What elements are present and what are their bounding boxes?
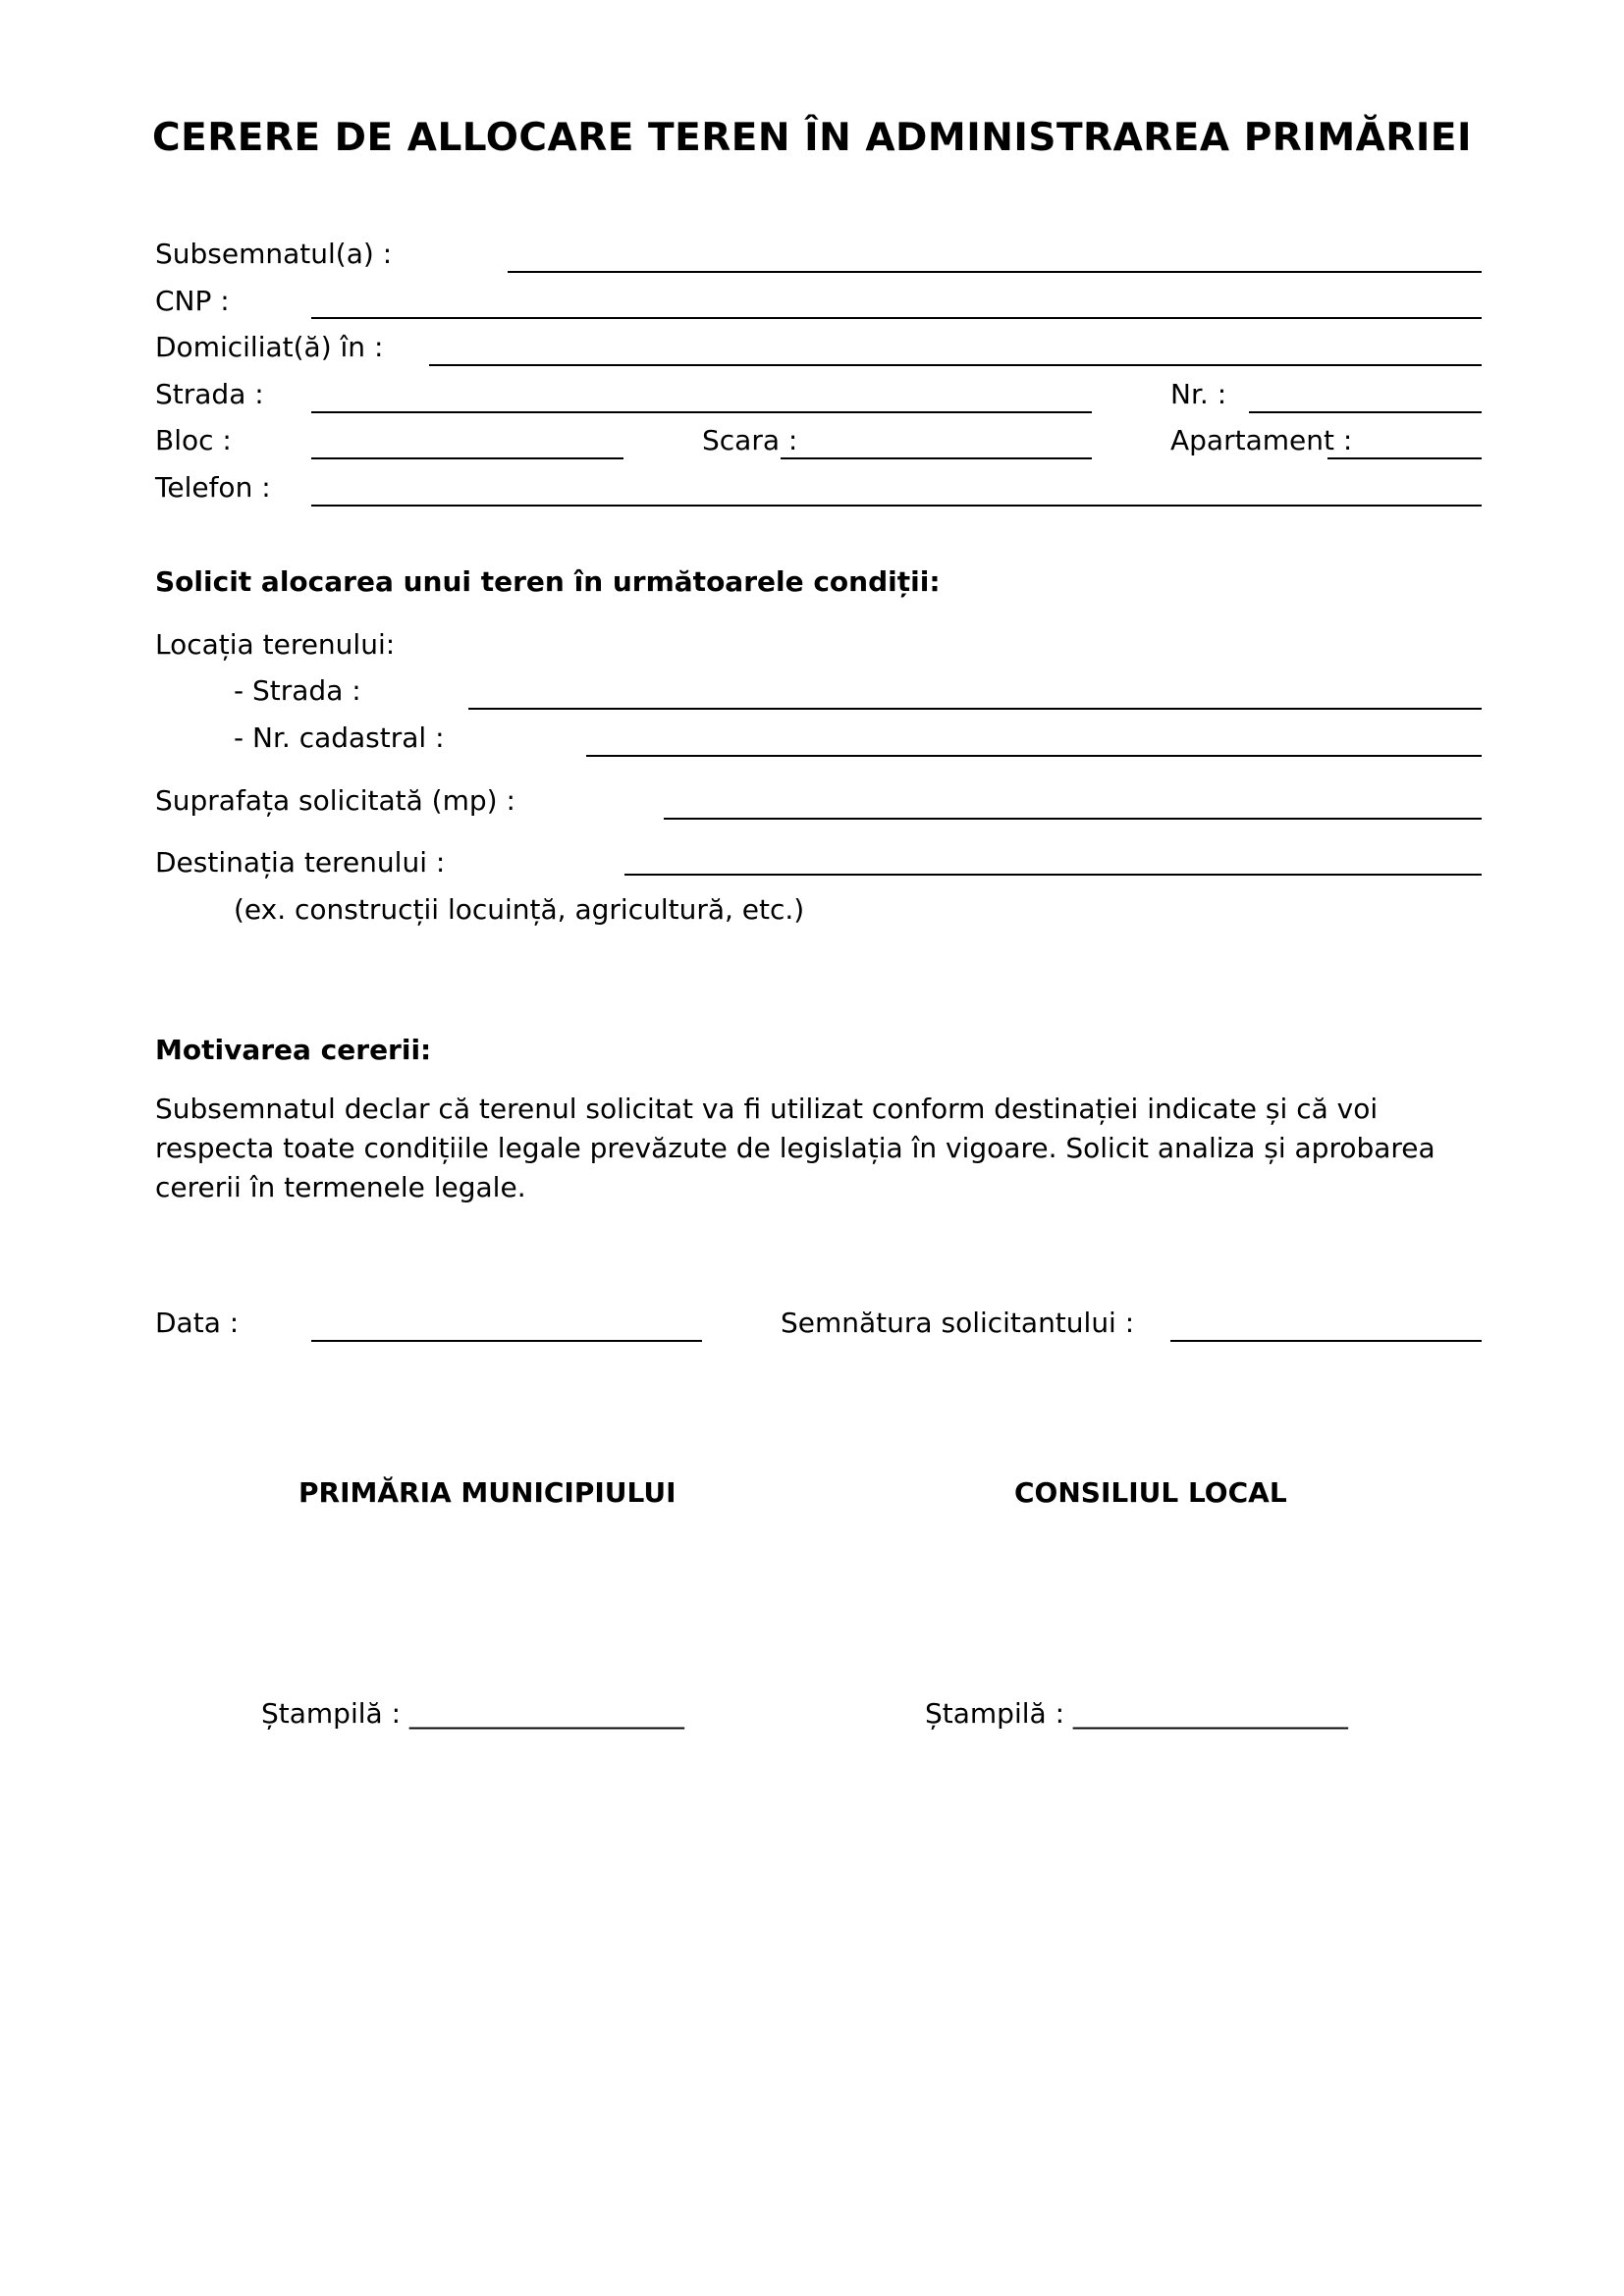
location-street-label: - Strada :	[234, 674, 361, 707]
staircase-label: Scara :	[702, 424, 798, 456]
document-title: CERERE DE ALLOCARE TEREN ÎN ADMINISTRAREA PRIMĂRIEI	[151, 116, 1473, 160]
street-field[interactable]	[311, 411, 1092, 413]
name-field[interactable]	[508, 271, 1482, 273]
purpose-hint: (ex. construcții locuință, agricultură, etc.)	[234, 893, 805, 926]
cnp-label: CNP :	[155, 285, 230, 317]
address-label: Domiciliat(ă) în :	[155, 331, 384, 363]
local-council-title: CONSILIUL LOCAL	[1014, 1476, 1287, 1509]
purpose-label: Destinația terenului :	[155, 846, 446, 879]
apartment-field[interactable]	[1327, 457, 1482, 459]
location-street-field[interactable]	[468, 708, 1482, 710]
motivation-line: Subsemnatul declar că terenul solicitat va fi utilizat conform destinației indicate și că voi	[155, 1093, 1379, 1125]
phone-field[interactable]	[311, 505, 1482, 507]
number-field[interactable]	[1249, 411, 1482, 413]
city-hall-stamp: Ștampilă : ____________________	[261, 1697, 684, 1730]
street-label: Strada :	[155, 378, 264, 410]
name-label: Subsemnatul(a) :	[155, 238, 393, 270]
location-label: Locația terenului:	[155, 628, 396, 661]
cnp-field[interactable]	[311, 317, 1482, 319]
staircase-field[interactable]	[781, 457, 1092, 459]
signature-field[interactable]	[1170, 1340, 1482, 1342]
area-label: Suprafața solicitată (mp) :	[155, 784, 515, 817]
phone-label: Telefon :	[155, 471, 271, 504]
purpose-field[interactable]	[624, 874, 1482, 876]
motivation-line: respecta toate condițiile legale prevăzute de legislația în vigoare. Solicit analiza și aprobarea	[155, 1132, 1435, 1164]
date-field[interactable]	[311, 1340, 702, 1342]
date-label: Data :	[155, 1307, 240, 1339]
city-hall-title: PRIMĂRIA MUNICIPIULUI	[298, 1476, 677, 1509]
signature-label: Semnătura solicitantului :	[781, 1307, 1135, 1339]
motivation-line: cererii în termenele legale.	[155, 1171, 526, 1203]
motivation-heading: Motivarea cererii:	[155, 1034, 432, 1066]
cadastral-label: - Nr. cadastral :	[234, 721, 445, 754]
cadastral-field[interactable]	[586, 755, 1482, 757]
address-field[interactable]	[429, 364, 1482, 366]
motivation-text	[155, 1090, 1490, 1207]
block-field[interactable]	[311, 457, 623, 459]
apartment-label: Apartament :	[1170, 424, 1353, 456]
local-council-stamp: Ștampilă : ____________________	[925, 1697, 1348, 1730]
block-label: Bloc :	[155, 424, 232, 456]
request-heading: Solicit alocarea unui teren în următoarele condiții:	[155, 565, 941, 598]
number-label: Nr. :	[1170, 378, 1227, 410]
area-field[interactable]	[664, 818, 1482, 820]
